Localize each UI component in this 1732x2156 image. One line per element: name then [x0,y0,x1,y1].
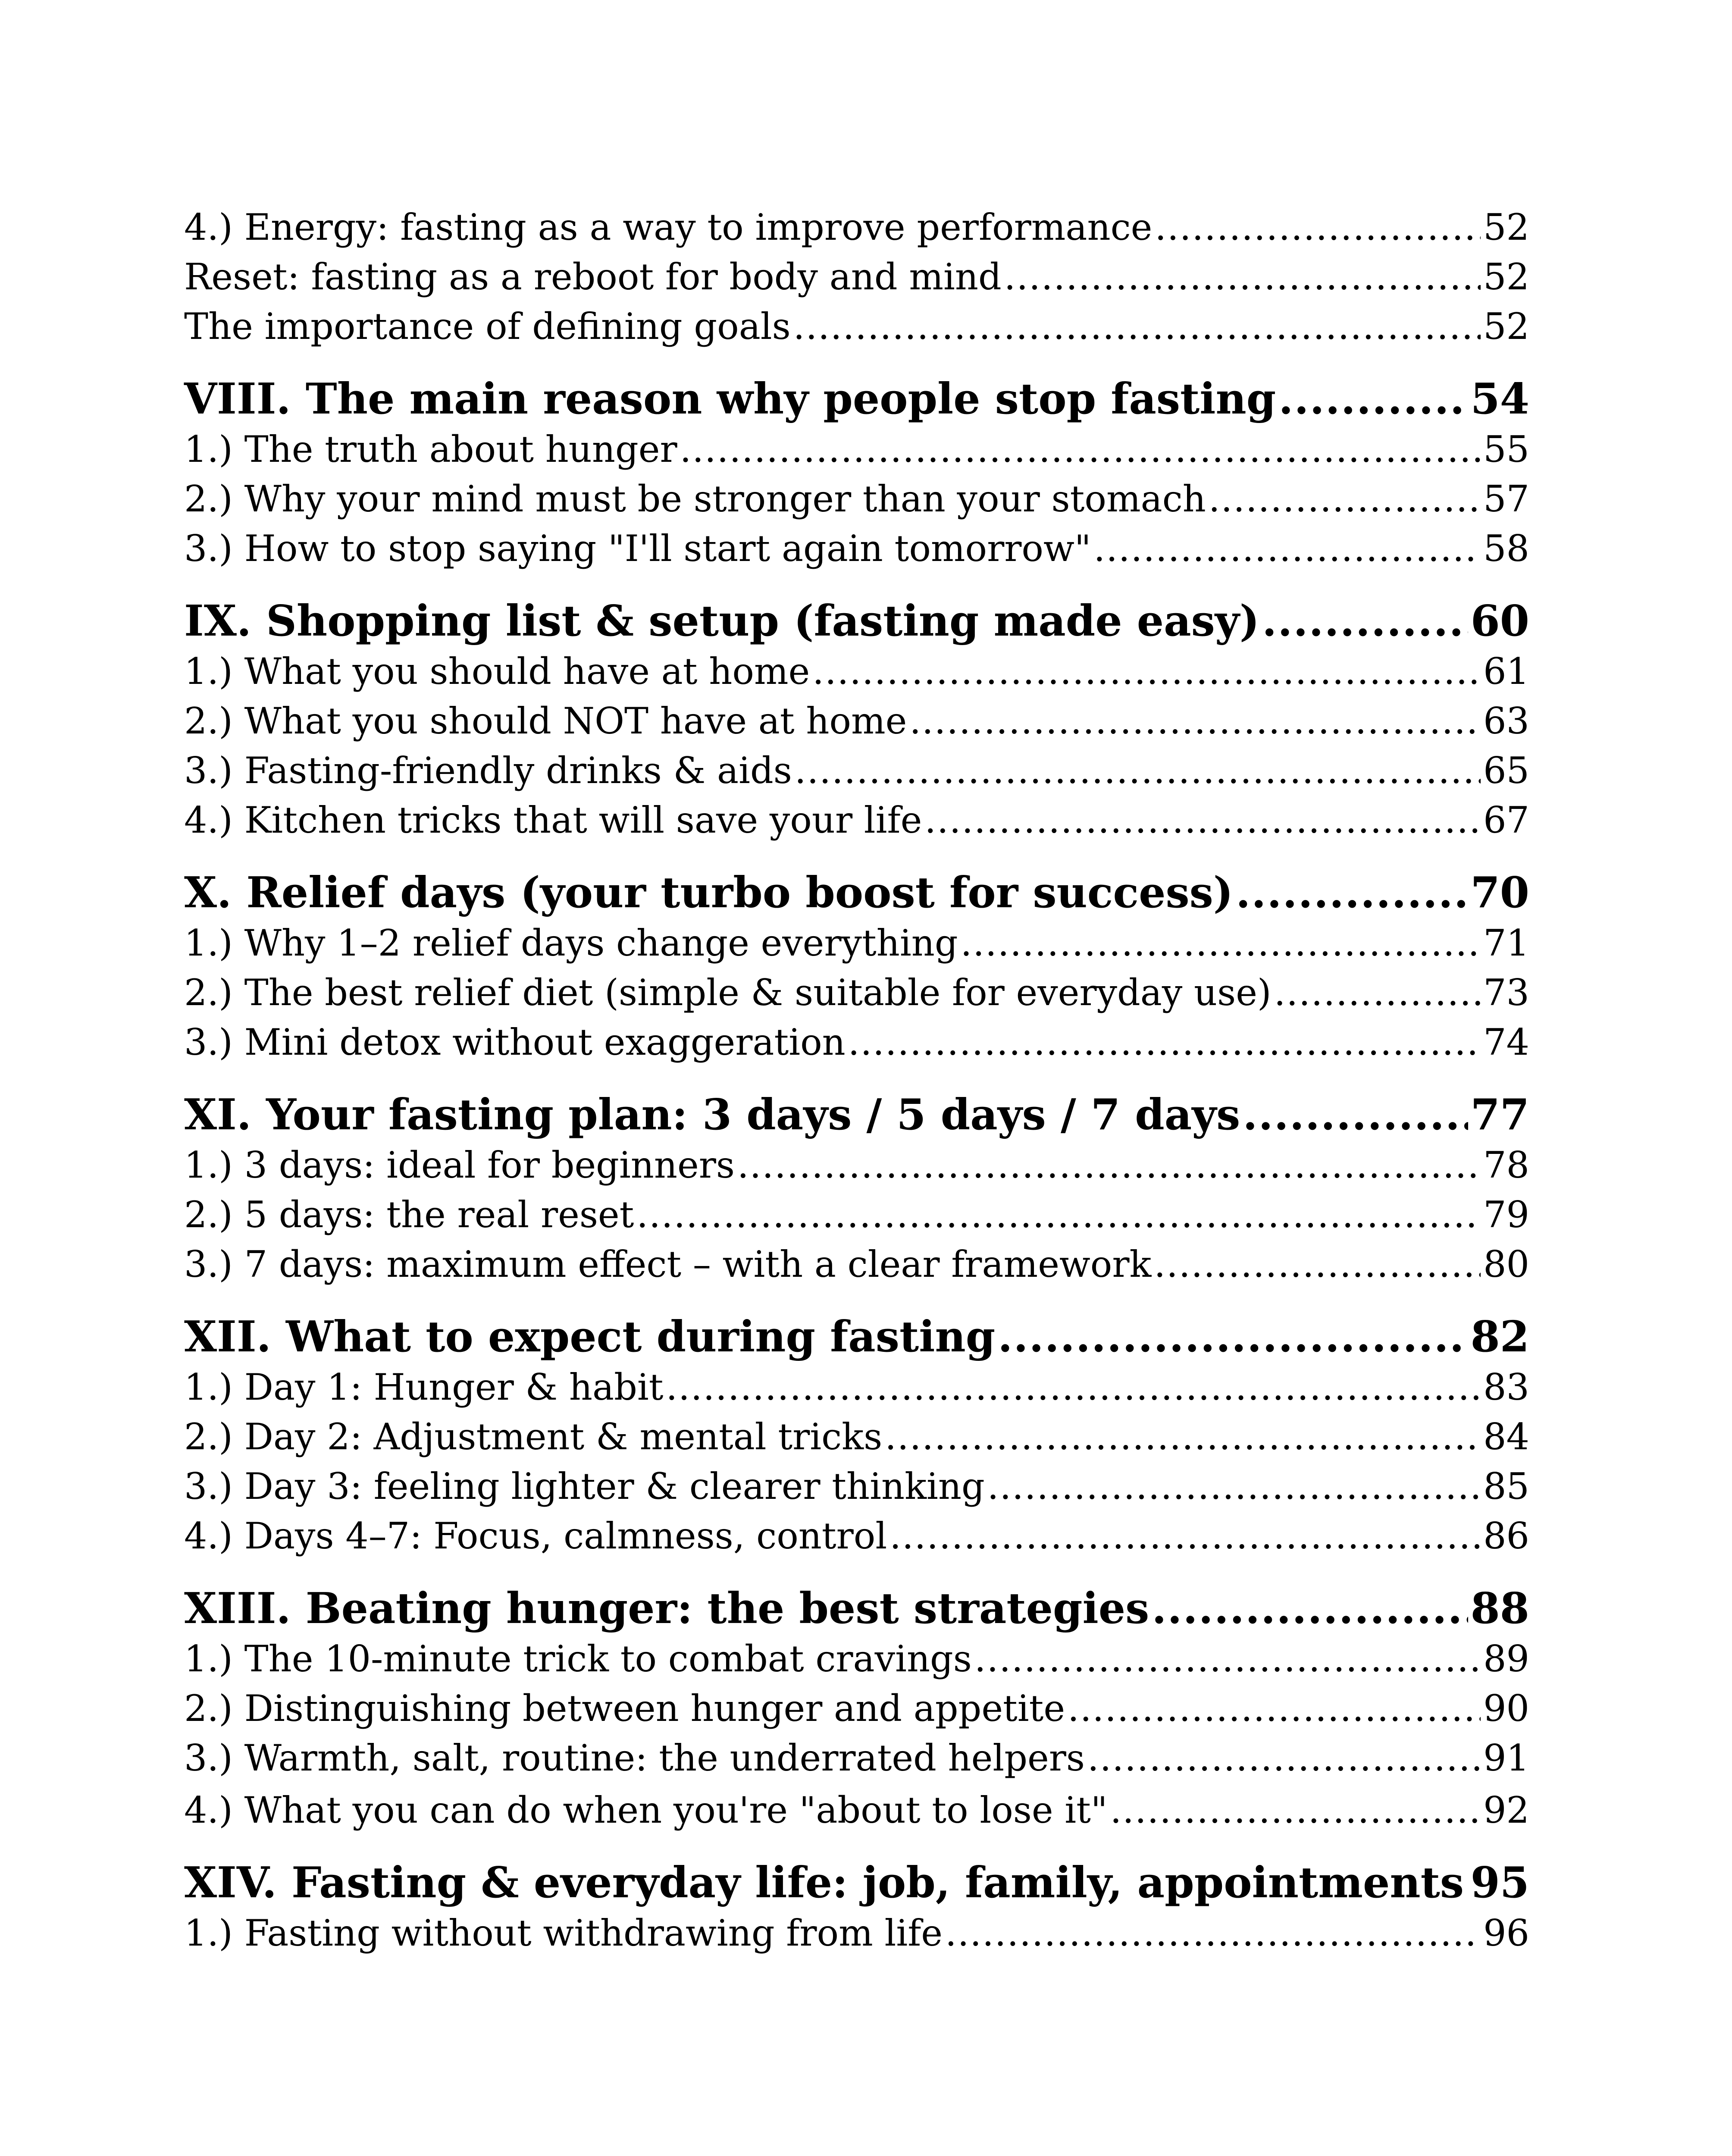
toc-entry[interactable] [184,1511,1529,1561]
dot-leader [987,1462,1481,1511]
entry-title: 1.) The truth about hunger [184,428,677,470]
entry-title: 4.) Days 4–7: Focus, calmness, control [184,1515,887,1557]
entry-title: 3.) Mini detox without exaggeration [184,1021,846,1063]
dot-leader [1262,596,1468,647]
toc-chapter-heading[interactable] [184,374,1529,425]
dot-leader [812,647,1481,696]
page-number: 83 [1483,1366,1529,1408]
chapter-title: XIII. Beating hunger: the best strategies [184,1584,1149,1633]
entry-title: 3.) How to stop saying "I'll start again tomorrow" [184,527,1091,570]
page-number: 70 [1470,868,1529,918]
chapter-title: XIV. Fasting & everyday life: job, family, appointments [184,1858,1464,1908]
toc-entry[interactable] [184,1733,1529,1783]
dot-leader [1155,203,1481,252]
toc-entry[interactable] [184,918,1529,968]
entry-title: 1.) Why 1–2 relief days change everything [184,922,958,964]
toc-entry[interactable] [184,474,1529,524]
entry-title: Reset: fasting as a reboot for body and mind [184,256,1002,298]
page-number: 57 [1483,478,1529,520]
page-number: 92 [1483,1789,1529,1831]
toc-entry[interactable] [184,302,1529,351]
dot-leader [1274,968,1481,1018]
dot-leader [1466,1858,1468,1908]
entry-title: 1.) 3 days: ideal for beginners [184,1144,735,1186]
page-number: 80 [1483,1243,1529,1285]
toc-chapter-heading[interactable] [184,596,1529,647]
toc-entry[interactable] [184,1190,1529,1240]
toc-entry[interactable] [184,647,1529,696]
dot-leader [889,1511,1481,1561]
dot-leader [1087,1733,1481,1783]
dot-leader [1236,868,1468,918]
dot-leader [848,1018,1481,1067]
chapter-title: XII. What to expect during fasting [184,1312,996,1362]
entry-title: 1.) What you should have at home [184,650,810,693]
dot-leader [885,1412,1481,1462]
page-number: 67 [1483,799,1529,841]
entry-title: 2.) The best relief diet (simple & suitable for everyday use) [184,971,1272,1014]
toc-chapter-heading[interactable] [184,1090,1529,1141]
entry-title: 1.) Day 1: Hunger & habit [184,1366,664,1408]
entry-title: 4.) What you can do when you're "about to lose it" [184,1789,1108,1831]
entry-title: 3.) Warmth, salt, routine: the underrated helpers [184,1737,1085,1779]
page-number: 88 [1470,1584,1529,1633]
entry-title: 2.) What you should NOT have at home [184,700,907,742]
page-number: 96 [1483,1912,1529,1954]
dot-leader [666,1363,1481,1412]
toc-chapter-heading[interactable] [184,1583,1529,1634]
entry-title: 3.) 7 days: maximum effect – with a clear framework [184,1243,1152,1285]
chapter-title: X. Relief days (your turbo boost for success) [184,868,1234,918]
toc-entry[interactable] [184,425,1529,474]
entry-title: 1.) Fasting without withdrawing from life [184,1912,943,1954]
chapter-title: VIII. The main reason why people stop fasting [184,374,1276,424]
dot-leader [909,696,1481,746]
toc-entry[interactable] [184,1786,1529,1835]
dot-leader [924,796,1481,845]
toc-chapter-heading[interactable] [184,868,1529,918]
entry-title: 1.) The 10-minute trick to combat cravings [184,1638,972,1680]
entry-title: 4.) Kitchen tricks that will save your life [184,799,922,841]
toc-entry[interactable] [184,1684,1529,1733]
toc-entry[interactable] [184,796,1529,845]
toc-entry[interactable] [184,1412,1529,1462]
dot-leader [974,1634,1481,1684]
entry-title: 2.) Distinguishing between hunger and appetite [184,1687,1065,1730]
dot-leader [1152,1583,1468,1634]
entry-title: 3.) Day 3: feeling lighter & clearer thinking [184,1465,985,1507]
toc-entry[interactable] [184,1634,1529,1684]
toc-entry[interactable] [184,1908,1529,1958]
dot-leader [1243,1090,1468,1141]
toc-chapter-heading[interactable] [184,1312,1529,1363]
page-number: 63 [1483,700,1529,742]
toc-entry[interactable] [184,203,1529,252]
dot-leader [1110,1786,1481,1835]
chapter-title: XI. Your fasting plan: 3 days / 5 days / 7 days [184,1090,1240,1140]
toc-entry[interactable] [184,1141,1529,1190]
page-number: 58 [1483,527,1529,570]
toc-entry[interactable] [184,968,1529,1018]
dot-leader [1209,474,1481,524]
table-of-contents [184,203,1529,1958]
dot-leader [945,1908,1481,1958]
toc-entry[interactable] [184,746,1529,796]
dot-leader [737,1141,1481,1190]
entry-title: 3.) Fasting-friendly drinks & aids [184,749,792,792]
page-number: 71 [1483,922,1529,964]
page-number: 85 [1483,1465,1529,1507]
page-number: 65 [1483,749,1529,792]
page-number: 60 [1470,596,1529,646]
entry-title: 2.) Day 2: Adjustment & mental tricks [184,1416,883,1458]
page-number: 52 [1483,206,1529,248]
page-number: 82 [1470,1312,1529,1362]
page-number: 74 [1483,1021,1529,1063]
page-number: 73 [1483,971,1529,1014]
page-number: 77 [1470,1090,1529,1140]
dot-leader [961,918,1481,968]
entry-title: 2.) Why your mind must be stronger than your stomach [184,478,1206,520]
page-number: 90 [1483,1687,1529,1730]
entry-title: 4.) Energy: fasting as a way to improve performance [184,206,1153,248]
dot-leader [1154,1240,1481,1289]
dot-leader [1094,524,1481,573]
page-number: 95 [1470,1858,1529,1908]
page-number: 52 [1483,256,1529,298]
toc-entry[interactable] [184,1462,1529,1511]
page-number: 79 [1483,1194,1529,1236]
dot-leader [795,746,1481,796]
page-number: 61 [1483,650,1529,693]
chapter-title: IX. Shopping list & setup (fasting made easy) [184,596,1260,646]
toc-entry[interactable] [184,696,1529,746]
toc-entry[interactable] [184,1018,1529,1067]
page-number: 55 [1483,428,1529,470]
entry-title: 2.) 5 days: the real reset [184,1194,634,1236]
toc-entry[interactable] [184,1240,1529,1289]
dot-leader [793,302,1481,351]
page-number: 84 [1483,1416,1529,1458]
dot-leader [998,1312,1468,1363]
page-number: 78 [1483,1144,1529,1186]
toc-chapter-heading[interactable] [184,1858,1529,1908]
entry-title: The importance of defining goals [184,305,791,348]
dot-leader [680,425,1481,474]
dot-leader [636,1190,1481,1240]
dot-leader [1278,374,1468,425]
toc-entry[interactable] [184,252,1529,302]
toc-entry[interactable] [184,1363,1529,1412]
page-number: 52 [1483,305,1529,348]
dot-leader [1004,252,1481,302]
page-number: 89 [1483,1638,1529,1680]
toc-entry[interactable] [184,524,1529,573]
dot-leader [1068,1684,1481,1733]
page-number: 86 [1483,1515,1529,1557]
page-number: 54 [1470,374,1529,424]
page-number: 91 [1483,1737,1529,1779]
